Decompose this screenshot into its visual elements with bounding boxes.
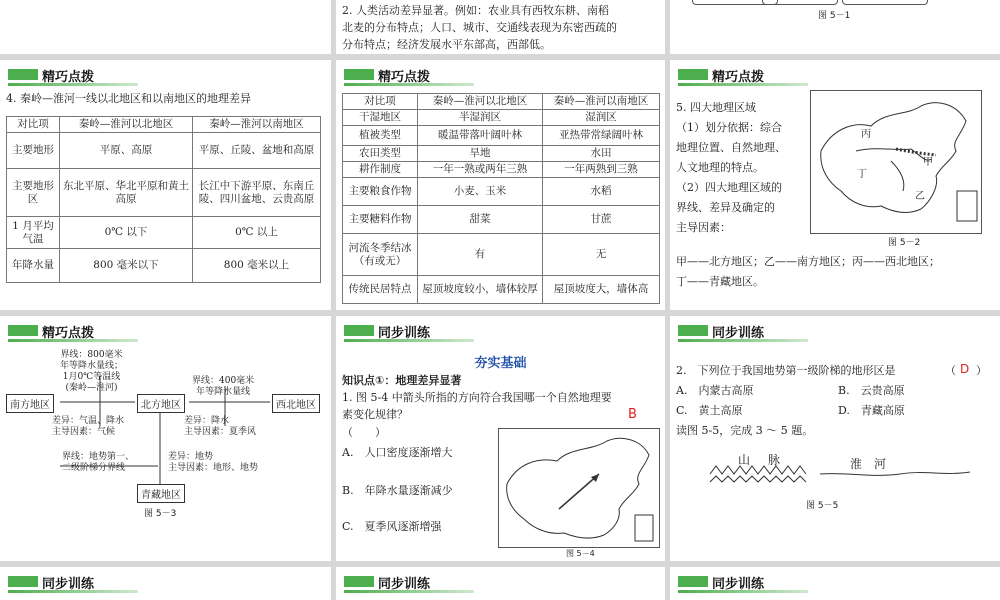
- boundary-note: 界线：地势第一、 二级阶梯分界线: [62, 452, 135, 473]
- section-header: 同步训练: [678, 573, 808, 591]
- figure-caption: 图 5－3: [144, 509, 177, 519]
- figure-caption: 图 5－4: [566, 549, 595, 558]
- answer-mark: B: [628, 407, 637, 422]
- figure-boxes: [762, 0, 838, 5]
- body-text: 甲——北方地区；乙——南方地区；丙——西北地区； 丁——青藏地区。: [676, 255, 940, 288]
- section-header: 同步训练: [678, 322, 808, 340]
- question-map: [498, 428, 660, 548]
- comparison-table: 对比项 秦岭—淮河以北地区 秦岭—淮河以南地区 干湿地区 半湿润区 湿润区 植被类型 暖温带落叶阔叶林 亚热带常绿阔叶林 农田类型 旱地 水田 耕作制度 一年一熟或两年三熟 一年两熟到三熟 主要粮食作物 小麦、玉米 水稻 主要糖料作物 甜菜 甘蔗 河流冬季结冰（有或无） 有 无 传统民居特点 屋顶坡度较小，墙体较厚 屋顶坡度大，墙体高: [342, 93, 660, 304]
- difference-note: 差异：降水 主导因素：夏季风: [184, 416, 257, 437]
- option-b[interactable]: B. 年降水量逐渐减少: [342, 484, 453, 497]
- body-text: 北麦的分布特点；人口、城市、交通线表现为东密西疏的: [342, 21, 617, 34]
- difference-note: 差异：气温、降水 主导因素：气候: [52, 416, 125, 437]
- region-box: 南方地区: [6, 394, 54, 413]
- body-text: 2. 人类活动差异显著。例如：农业具有西牧东耕、南稻: [342, 4, 609, 17]
- boundary-note: 界线：800毫米 年等降水量线； 1月0℃等温线 (秦岭—淮河): [60, 350, 124, 393]
- knowledge-point: 知识点①：地理差异显著: [342, 374, 462, 387]
- answer-paren: ）: [976, 364, 987, 377]
- slide-practice-1[interactable]: [336, 316, 665, 561]
- slide-qinling-north-south-2[interactable]: [336, 60, 665, 310]
- region-box: 青藏地区: [137, 484, 185, 503]
- figure-caption: 图 5－1: [818, 11, 851, 21]
- map-label: 丁: [857, 169, 867, 180]
- slide-practice-2[interactable]: [670, 316, 1000, 561]
- intro-text: 4. 秦岭—淮河一线以北地区和以南地区的地理差异: [6, 92, 251, 105]
- instruction-text: 读图 5-5，完成 3 ～ 5 题。: [676, 424, 814, 437]
- slide-top-middle[interactable]: [336, 0, 665, 54]
- mountain-river-figure: [670, 444, 1000, 504]
- question-text: 素变化规律？: [342, 408, 408, 421]
- difference-note: 差异：地势 主导因素：地形、地势: [168, 452, 259, 473]
- region-box: 北方地区: [137, 394, 185, 413]
- body-text: 分布特点；经济发展水平东部高，西部低。: [342, 38, 551, 51]
- option-a[interactable]: A. 内蒙古高原: [676, 384, 754, 397]
- boundary-note: 界线：400毫米 年等降水量线: [192, 376, 255, 397]
- map-label: 甲: [923, 157, 933, 168]
- map-label: 乙: [915, 191, 925, 202]
- answer-paren: （ ）: [342, 426, 386, 439]
- option-c[interactable]: C. 黄土高原: [676, 404, 743, 417]
- map-label: 脉: [768, 453, 781, 467]
- section-heading: 夯实基础: [474, 356, 527, 371]
- body-text: 5. 四大地理区域 （1）划分依据：综合 地理位置、自然地理、 人文地理的特点。 （2）四大地理区域的 界线、差异及确定的 主导因素：: [676, 101, 786, 234]
- slide-four-regions[interactable]: [670, 60, 1000, 310]
- section-header: 同步训练: [344, 573, 474, 591]
- section-header: 精巧点拨: [344, 66, 474, 84]
- section-header: 精巧点拨: [8, 322, 138, 340]
- option-d[interactable]: D. 青藏高原: [838, 404, 905, 417]
- slide-top-left[interactable]: [0, 0, 331, 54]
- answer-mark: D: [960, 362, 970, 376]
- question-text: 2. 下列位于我国地势第一级阶梯的地形区是: [676, 364, 896, 377]
- option-c[interactable]: C. 夏季风逐渐增强: [342, 520, 442, 533]
- slide-qinling-north-south-1[interactable]: [0, 60, 331, 310]
- diagram-connectors: [0, 316, 331, 561]
- answer-paren: （: [945, 364, 956, 377]
- section-header: 精巧点拨: [678, 66, 808, 84]
- slide-bottom-middle[interactable]: [336, 567, 665, 600]
- region-box: 西北地区: [272, 394, 320, 413]
- map-label: 丙: [861, 129, 871, 140]
- question-text: 1. 图 5-4 中箭头所指的方向符合我国哪一个自然地理要: [342, 391, 612, 404]
- china-outline-icon: [811, 91, 981, 233]
- map-label: 淮: [850, 457, 863, 471]
- map-label: 山: [738, 453, 751, 467]
- slide-bottom-left[interactable]: [0, 567, 331, 600]
- section-header: 同步训练: [344, 322, 474, 340]
- section-header: 精巧点拨: [8, 66, 138, 84]
- map-label: 河: [874, 457, 887, 471]
- china-outline-icon: [499, 429, 659, 547]
- option-b[interactable]: B. 云贵高原: [838, 384, 905, 397]
- slide-bottom-right[interactable]: [670, 567, 1000, 600]
- option-a[interactable]: A. 人口密度逐渐增大: [342, 446, 453, 459]
- slide-top-right[interactable]: [670, 0, 1000, 54]
- section-header: 同步训练: [8, 573, 138, 591]
- figure-caption: 图 5－2: [888, 238, 921, 248]
- slide-region-diagram[interactable]: [0, 316, 331, 561]
- comparison-table: 对比项 秦岭—淮河以北地区 秦岭—淮河以南地区 主要地形 平原、高原 平原、丘陵、盆地和高原 主要地形区 东北平原、华北平原和黄土高原 长江中下游平原、东南丘陵、四川盆地、云贵高原 1 月平均气温 0℃ 以下 0℃ 以上 年降水量 800 毫米以下 800 毫米以上: [6, 116, 321, 283]
- regions-map: [810, 90, 982, 234]
- figure-boxes: [842, 0, 928, 5]
- figure-caption: 图 5－5: [806, 501, 839, 511]
